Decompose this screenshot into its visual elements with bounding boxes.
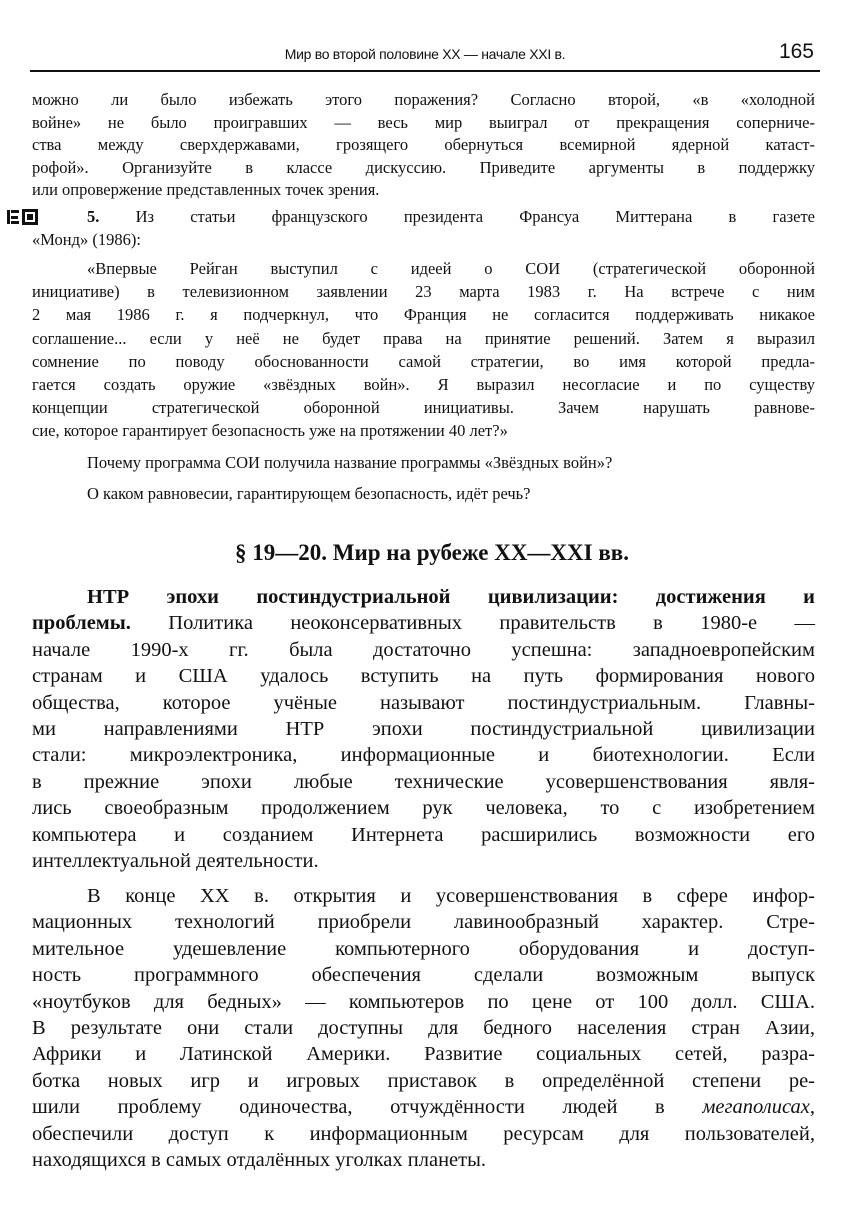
text-line: обеспечили доступ к информационным ресурсам для пользователей, <box>32 1122 815 1145</box>
text-line: ность программного обеспечения сделали возможным выпуск <box>32 964 815 987</box>
text-line: находящихся в самых отдалённых уголках планеты. <box>32 1149 487 1172</box>
text-line: мационных технологий приобрели лавинообразный характер. Стре- <box>32 911 815 934</box>
text-line: В конце XX в. открытия и усовершенствования в сфере инфор- <box>87 885 815 907</box>
text-line: в прежние эпохи любые технические усовершенствования явля- <box>32 770 815 793</box>
intro-text <box>32 89 815 202</box>
text-line: ботка новых игр и игровых приставок в определённой степени ре- <box>32 1069 815 1092</box>
section-heading: § 19—20. Мир на рубеже XX—XXI вв. <box>235 540 629 565</box>
task-5 <box>32 206 815 251</box>
mitterrand-quote <box>32 257 815 443</box>
text-line: интеллектуальной деятельности. <box>32 850 319 873</box>
bold-text: 5. <box>87 207 100 226</box>
text-line: инициативе) в телевизионном заявлении 23 марта 1983 г. На встрече с ним <box>32 282 815 302</box>
running-header-title: Мир во второй половине XX — начале XXI в. <box>284 46 566 62</box>
text-line: «ноутбуков для бедных» — компьютеров по цене от 100 долл. США. <box>32 990 815 1013</box>
text-line: «Монд» (1986): <box>32 229 141 249</box>
question-1 <box>32 452 815 475</box>
text-segment: Политика неоконсервативных правительств в 1980-е — <box>130 612 815 635</box>
text-line: лись своеобразным продолжением рук человека, то с изобретением <box>32 797 815 820</box>
text-segment: , <box>809 1096 815 1119</box>
bold-text: проблемы. <box>32 612 131 635</box>
text-line: стали: микроэлектроника, информационные и биотехнологии. Если <box>32 744 815 767</box>
text-line <box>32 610 815 636</box>
text-line: Африки и Латинской Америки. Развитие социальных сетей, разра- <box>32 1043 815 1066</box>
text-line: ми направлениями НТР эпохи постиндустриальной цивилизации <box>32 718 815 741</box>
text-line: можно ли было избежать этого поражения? Согласно второй, «в «холодной <box>32 90 815 109</box>
text-line: войне» не было проигравших — весь мир выиграл от прекращения соперниче- <box>32 112 815 132</box>
question-2 <box>32 483 815 506</box>
text-segment: Из статьи французского президента Франсуа Миттерана в газете <box>99 207 815 226</box>
text-line: В результате они стали доступны для бедного населения стран Азии, <box>32 1017 815 1040</box>
text-line: странам и США удалось вступить на путь формирования нового <box>32 665 815 688</box>
italic-text: мегаполисах <box>702 1096 810 1119</box>
text-line: или опровержение представленных точек зрения. <box>32 180 380 199</box>
bold-text: НТР эпохи постиндустриальной цивилизации: достижения и <box>87 586 815 608</box>
text-line: мительное удешевление компьютерного оборудования и доступ- <box>32 937 815 960</box>
text-line <box>32 1094 815 1120</box>
text-line: рофой». Организуйте в классе дискуссию. Приведите аргументы в поддержку <box>32 157 815 177</box>
text-segment: шили проблему одиночества, отчуждённости людей в <box>32 1096 703 1119</box>
running-header <box>30 40 820 72</box>
text-line <box>32 206 815 229</box>
text-line <box>32 584 815 610</box>
text-line: гается создать оружие «звёздных войн». Я выразил несогласие и по существу <box>32 375 815 395</box>
text-line: начале 1990-х гг. была достаточно успешна: западноевропейским <box>32 638 815 661</box>
question-text: Почему программа СОИ получила название программы «Звёздных войн»? <box>87 453 613 472</box>
text-line: компьютера и созданием Интернета расширились возможности его <box>32 823 815 846</box>
text-line: ства между сверхдержавами, грозящего обернуться всемирной ядерной катаст- <box>32 135 815 154</box>
text-line: сие, которое гарантирует безопасность уже на протяжении 40 лет?» <box>32 421 508 441</box>
text-line: общества, которое учёные называют постиндустриальным. Главны- <box>32 691 815 714</box>
text-line: соглашение... если у неё не будет права на принятие решений. Затем я выразил <box>32 328 815 348</box>
paragraph-it <box>32 883 815 1173</box>
text-line: концепции стратегической оборонной инициативы. Зачем нарушать равнове- <box>32 398 815 418</box>
question-text: О каком равновесии, гарантирующем безопасность, идёт речь? <box>87 484 531 503</box>
text-line: 2 мая 1986 г. я подчеркнул, что Франция не согласится поддерживать никакое <box>32 305 815 325</box>
text-line: сомнение по поводу обоснованности самой стратегии, во имя которой предла- <box>32 351 815 371</box>
page-number: 165 <box>778 40 814 63</box>
paragraph-ntr <box>32 584 815 874</box>
text-line: «Впервые Рейган выступил с идеей о СОИ (стратегической оборонной <box>87 259 815 278</box>
